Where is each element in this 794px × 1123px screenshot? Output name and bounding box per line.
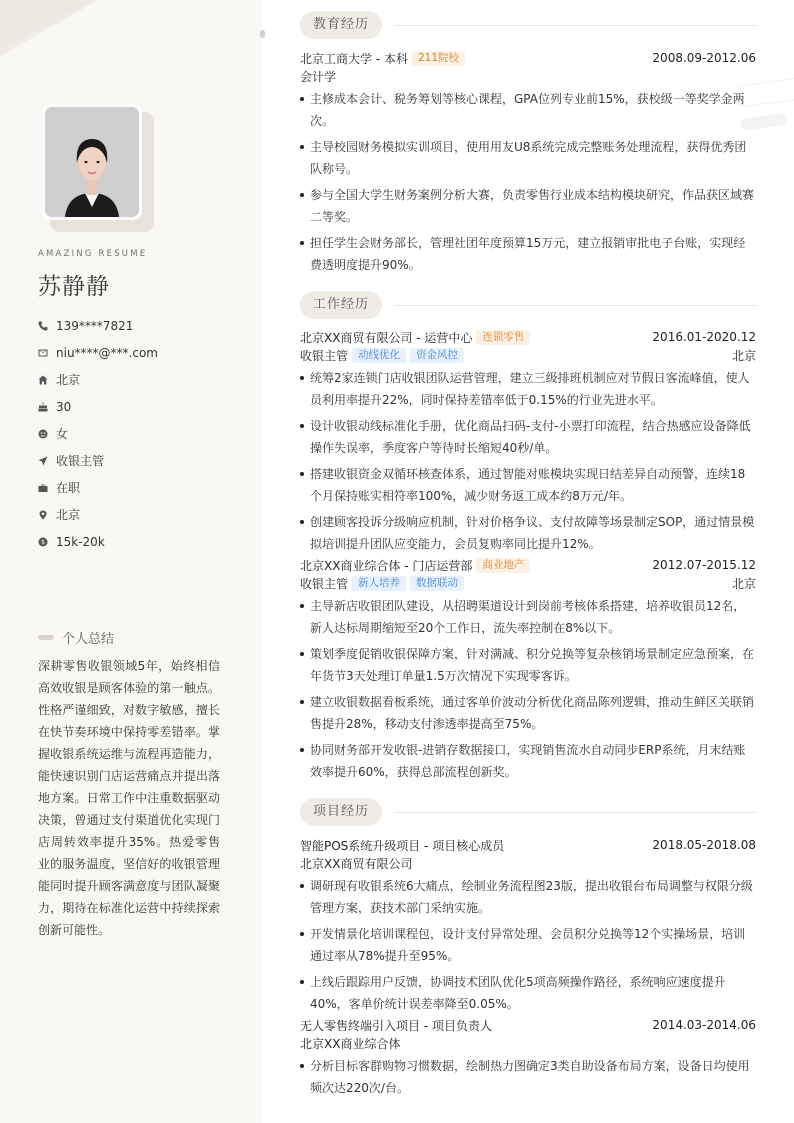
job-date: 2012.07-2015.12 (652, 558, 756, 572)
location-icon (38, 510, 48, 520)
list-item: 主导校园财务模拟实训项目，使用用友U8系统完成完整账务处理流程，获得优秀团队称号。 (300, 136, 756, 180)
heading-bar (38, 635, 54, 640)
contact-info (38, 312, 248, 555)
education-date: 2008.09-2012.06 (652, 51, 756, 65)
project-org: 北京XX商贸有限公司 (300, 856, 413, 871)
job-entry (300, 328, 756, 559)
cake-icon (38, 402, 48, 412)
phone-icon (38, 321, 48, 331)
portrait-image (45, 107, 139, 217)
list-item: 搭建收银资金双循环核查体系，通过智能对账模块实现日结差异自动预警，连续18个月保持账实相符率100%，减少财务返工成本约8万元/年。 (300, 463, 756, 507)
skill-tag: 动线优化 (352, 348, 406, 363)
section-divider (394, 25, 756, 26)
info-text: 女 (56, 427, 69, 441)
project-date: 2014.03-2014.06 (652, 1018, 756, 1032)
info-gender (38, 420, 248, 447)
job-bullets (300, 595, 756, 783)
project-entry (300, 836, 756, 1019)
project-bullets (300, 875, 756, 1015)
school-tag: 211院校 (412, 51, 465, 66)
info-text: niu****@***.com (56, 345, 158, 360)
decoration-dot (260, 30, 265, 38)
job-date: 2016.01-2020.12 (652, 330, 756, 344)
job-location: 北京 (731, 348, 756, 363)
profile-photo (42, 104, 142, 220)
info-text: 北京 (56, 508, 81, 522)
section-divider (394, 812, 756, 813)
list-item: 开发情景化培训课程包，设计支付异常处理、会员积分兑换等12个实操场景，培训通过率从78%提升至95%。 (300, 923, 756, 967)
info-city (38, 366, 248, 393)
tagline: AMAZING RESUME (38, 249, 148, 259)
info-age (38, 393, 248, 420)
projects-heading (300, 798, 756, 826)
section-title: 教育经历 (300, 11, 382, 39)
summary-text: 深耕零售收银领域5年，始终相信高效收银是顾客体验的第一触点。性格严谨细致，对数字敏感，擅长在快节奏环境中保持零差错率。掌握收银系统运维与流程再造能力，能快速识别门店运营痛点并提出落地方案。日常工作中注重数据驱动决策，曾通过支付渠道优化实现门店周转效率提升35%。热爱零售业的服务温度，坚信好的收银管理能同时提升顾客满意度与团队凝聚力，期待在标准化运营中持续探索创新可能性。 (38, 659, 220, 937)
education-entry (300, 49, 756, 280)
skill-tag: 数据联动 (410, 576, 464, 591)
list-item: 建立收银数据看板系统，通过客单价波动分析优化商品陈列逻辑，推动生鲜区关联销售提升28%，移动支付渗透率提高至75%。 (300, 691, 756, 735)
school-name: 北京工商大学 - 本科 (300, 51, 408, 66)
education-heading (300, 11, 756, 39)
list-item: 主导新店收银团队建设，从招聘渠道设计到岗前考核体系搭建，培养收银员12名，新人达标周期缩短至20个工作日，流失率控制在8%以下。 (300, 595, 756, 639)
list-item: 调研现有收银系统6大痛点，绘制业务流程图23版，提出收银台布局调整与权限分级管理方案，获技术部门采纳实施。 (300, 875, 756, 919)
info-text: 在职 (56, 481, 81, 495)
project-org: 北京XX商业综合体 (300, 1036, 401, 1051)
gender-icon (38, 429, 48, 439)
project-name: 智能POS系统升级项目 - 项目核心成员 (300, 838, 505, 853)
send-icon (38, 456, 48, 466)
list-item: 参与全国大学生财务案例分析大赛，负责零售行业成本结构模块研究，作品获区域赛二等奖。 (300, 184, 756, 228)
info-text: 30 (56, 399, 72, 414)
job-location: 北京 (731, 576, 756, 591)
list-item: 协同财务部开发收银-进销存数据接口，实现销售流水自动同步ERP系统，月末结账效率提升60%，获得总部流程创新奖。 (300, 739, 756, 783)
list-item: 设计收银动线标准化手册，优化商品扫码-支付-小票打印流程，结合热感应设备降低操作失误率，季度客户等待时长缩短40秒/单。 (300, 415, 756, 459)
project-name: 无人零售终端引入项目 - 项目负责人 (300, 1018, 492, 1033)
sidebar (0, 0, 262, 1123)
info-location (38, 501, 248, 528)
info-phone (38, 312, 248, 339)
salary-icon (38, 537, 48, 547)
briefcase-icon (38, 483, 48, 493)
section-divider (394, 305, 756, 306)
list-item: 策划季度促销收银保障方案，针对满减、积分兑换等复杂核销场景制定应急预案，在年货节3天处理订单量1.5万次情况下实现零客诉。 (300, 643, 756, 687)
job-role: 收银主管 (300, 348, 349, 363)
list-item: 分析目标客群购物习惯数据，绘制热力图确定3类自助设备布局方案，设备日均使用频次达220次/台。 (300, 1055, 756, 1099)
list-item: 创建顾客投诉分级响应机制，针对价格争议、支付故障等场景制定SOP，通过情景模拟培训提升团队应变能力，会员复购率同比提升12%。 (300, 511, 756, 555)
work-heading (300, 291, 756, 319)
project-bullets (300, 1055, 756, 1099)
major: 会计学 (300, 69, 337, 84)
job-role: 收银主管 (300, 576, 349, 591)
job-bullets (300, 367, 756, 555)
project-entry (300, 1016, 756, 1103)
info-salary (38, 528, 248, 555)
list-item: 上线后跟踪用户反馈，协调技术团队优化5项高频操作路径，系统响应速度提升40%，客单价统计误差率降至0.05%。 (300, 971, 756, 1015)
list-item: 主修成本会计、税务筹划等核心课程，GPA位列专业前15%，获校级一等奖学金两次。 (300, 88, 756, 132)
info-position (38, 447, 248, 474)
company-name: 北京XX商贸有限公司 - 运营中心 (300, 330, 473, 345)
section-title: 工作经历 (300, 291, 382, 319)
section-title: 项目经历 (300, 798, 382, 826)
company-name: 北京XX商业综合体 - 门店运营部 (300, 558, 473, 573)
skill-tag: 资金风控 (410, 348, 464, 363)
sidebar-decoration (0, 0, 152, 63)
job-entry (300, 556, 756, 787)
skill-tag: 新人培养 (352, 576, 406, 591)
info-text: 139****7821 (56, 318, 134, 333)
info-text: 收银主管 (56, 454, 105, 468)
mail-icon (38, 348, 48, 358)
list-item: 统筹2家连锁门店收银团队运营管理，建立三级排班机制应对节假日客流峰值，使人员利用率提升22%，同时保持差错率低于0.15%的行业先进水平。 (300, 367, 756, 411)
education-bullets (300, 88, 756, 276)
summary-title: 个人总结 (62, 632, 115, 647)
info-email (38, 339, 248, 366)
project-date: 2018.05-2018.08 (652, 838, 756, 852)
info-text: 北京 (56, 373, 81, 387)
candidate-name: 苏静静 (38, 274, 110, 300)
info-status (38, 474, 248, 501)
company-tag: 商业地产 (476, 558, 530, 573)
svg-text:$: $ (41, 538, 45, 546)
company-tag: 连锁零售 (476, 330, 530, 345)
summary-heading (38, 628, 114, 647)
info-text: 15k-20k (56, 534, 105, 549)
home-icon (38, 375, 48, 385)
list-item: 担任学生会财务部长，管理社团年度预算15万元，建立报销审批电子台账，实现经费透明度提升90%。 (300, 232, 756, 276)
